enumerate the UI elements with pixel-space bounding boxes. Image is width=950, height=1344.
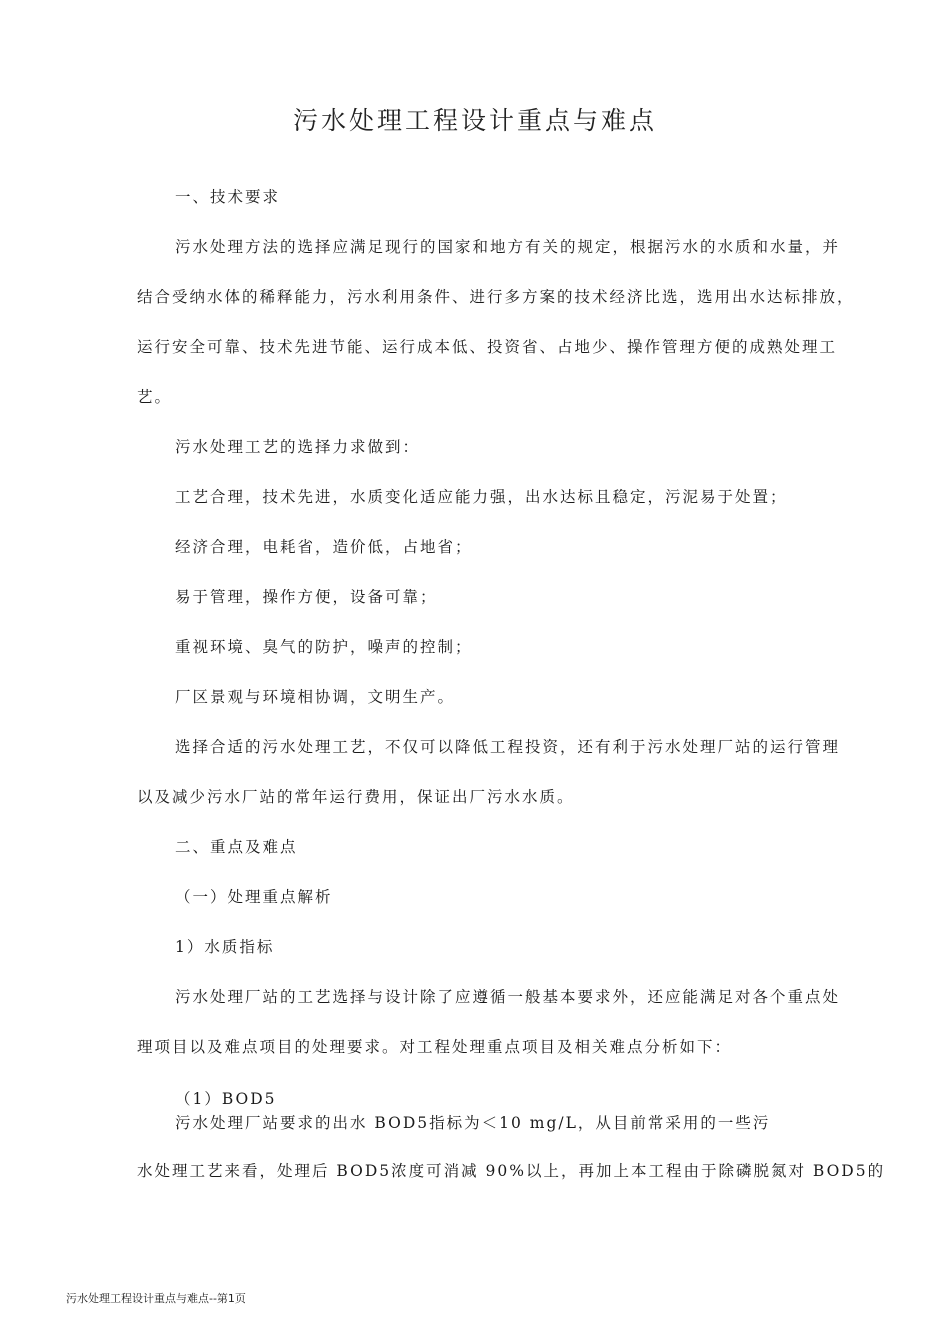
paragraph-line: 艺。 bbox=[137, 388, 173, 406]
subsection-heading: （1）BOD5 bbox=[175, 1090, 277, 1108]
list-item: 经济合理，电耗省，造价低，占地省； bbox=[175, 538, 473, 556]
list-item: 重视环境、臭气的防护，噪声的控制； bbox=[175, 638, 473, 656]
paragraph-line: 污水处理厂站的工艺选择与设计除了应遵循一般基本要求外，还应能满足对各个重点处 bbox=[175, 988, 841, 1006]
subsection-heading: 1）水质指标 bbox=[175, 938, 275, 956]
paragraph-line: 以及减少污水厂站的常年运行费用，保证出厂污水水质。 bbox=[137, 788, 575, 806]
paragraph-line: 理项目以及难点项目的处理要求。对工程处理重点项目及相关难点分析如下： bbox=[137, 1038, 733, 1056]
list-item: 易于管理，操作方便，设备可靠； bbox=[175, 588, 438, 606]
paragraph-line: 污水处理工艺的选择力求做到： bbox=[175, 438, 421, 456]
subsection-heading: （一）处理重点解析 bbox=[175, 888, 333, 906]
section-heading: 一、技术要求 bbox=[175, 188, 281, 206]
page-footer: 污水处理工程设计重点与难点--第1页 bbox=[66, 1292, 246, 1305]
paragraph-line: 结合受纳水体的稀释能力，污水利用条件、进行多方案的技术经济比选，选用出水达标排放， bbox=[137, 288, 855, 306]
paragraph-line: 水处理工艺来看，处理后 BOD5浓度可消减 90%以上，再加上本工程由于除磷脱氮对 BOD5的 bbox=[137, 1162, 886, 1180]
list-item: 厂区景观与环境相协调，文明生产。 bbox=[175, 688, 456, 706]
section-heading: 二、重点及难点 bbox=[175, 838, 298, 856]
list-item: 工艺合理，技术先进，水质变化适应能力强，出水达标且稳定，污泥易于处置； bbox=[175, 488, 788, 506]
paragraph-line: 选择合适的污水处理工艺，不仅可以降低工程投资，还有利于污水处理厂站的运行管理 bbox=[175, 738, 841, 756]
page-title: 污水处理工程设计重点与难点 bbox=[292, 106, 657, 135]
paragraph-line: 污水处理厂站要求的出水 BOD5指标为＜10 mg/L，从目前常采用的一些污 bbox=[175, 1114, 771, 1132]
paragraph-line: 运行安全可靠、技术先进节能、运行成本低、投资省、占地少、操作管理方便的成熟处理工 bbox=[137, 338, 838, 356]
paragraph-line: 污水处理方法的选择应满足现行的国家和地方有关的规定，根据污水的水质和水量，并 bbox=[175, 238, 841, 256]
